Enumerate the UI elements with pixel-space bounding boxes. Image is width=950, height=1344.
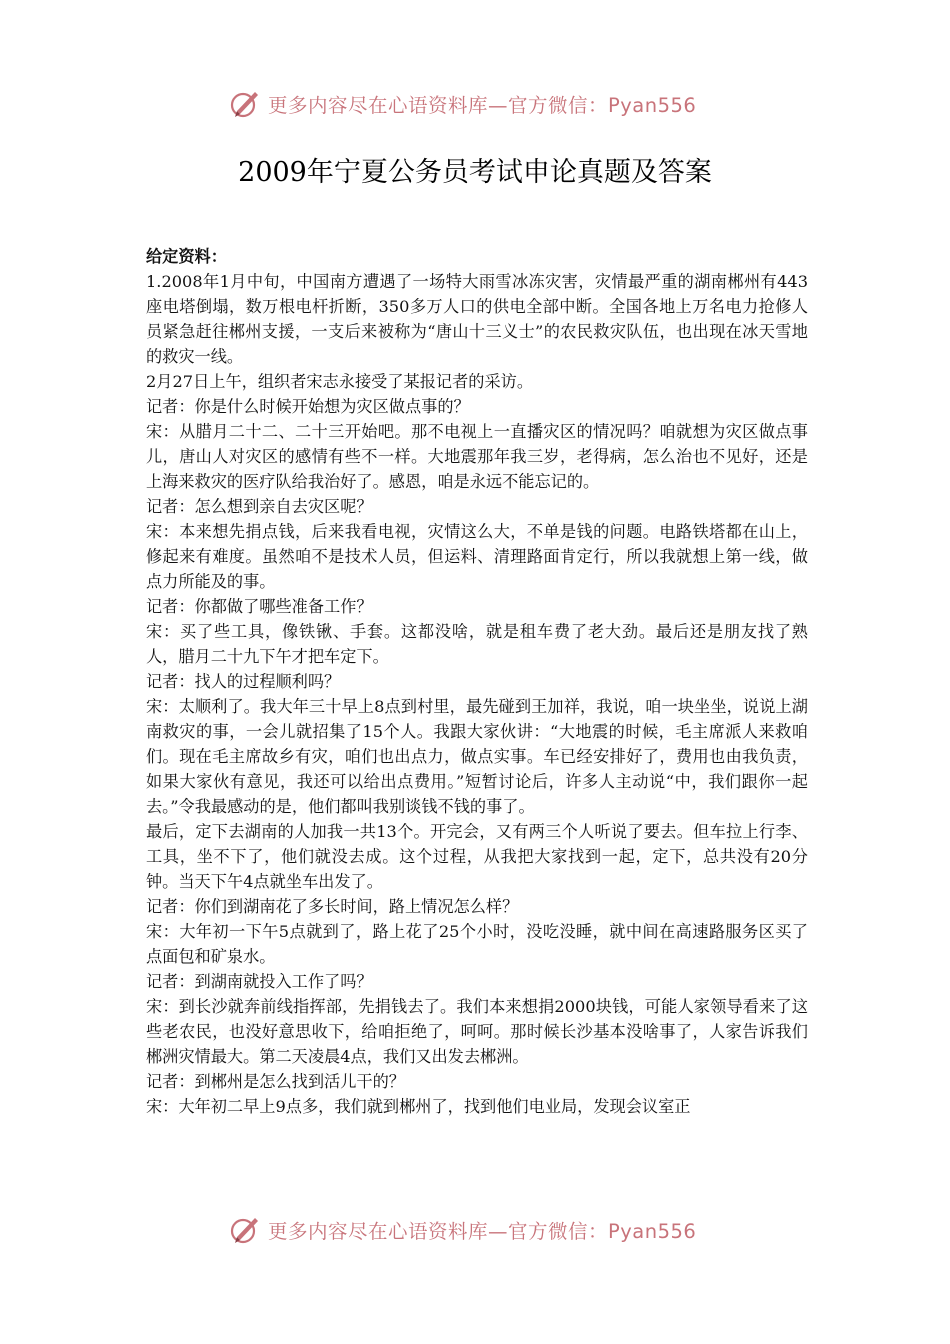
paragraph: 记者：你是什么时候开始想为灾区做点事的？ bbox=[146, 397, 470, 416]
paragraph: 最后，定下去湖南的人加我一共13个。开完会，又有两三个人听说了要去。但车拉上行李、工具，坐不下了，他们就没去成。这个过程，从我把大家找到一起，定下，总共没有20分钟。当天下午4点就坐车出发了。 bbox=[146, 822, 808, 891]
paragraph: 1.2008年1月中旬，中国南方遭遇了一场特大雨雪冰冻灾害，灾情最严重的湖南郴州有443座电塔倒塌，数万根电杆折断，350多万人口的供电全部中断。全国各地上万名电力抢修人员紧急赶往郴州支援，一支后来被称为“唐山十三义士”的农民救灾队伍，也出现在冰天雪地的救灾一线。 bbox=[146, 272, 808, 366]
section-heading: 给定资料： bbox=[146, 247, 227, 266]
paragraph: 宋：从腊月二十二、二十三开始吧。那不电视上一直播灾区的情况吗？咱就想为灾区做点事儿，唐山人对灾区的感情有些不一样。大地震那年我三岁，老得病，怎么治也不见好，还是上海来救灾的医疗队给我治好了。感恩，咱是永远不能忘记的。 bbox=[146, 422, 808, 491]
paragraph: 记者：你们到湖南花了多长时间，路上情况怎么样？ bbox=[146, 897, 519, 916]
paragraph: 宋：到长沙就奔前线指挥部，先捐钱去了。我们本来想捐2000块钱，可能人家领导看来了这些老农民，也没好意思收下，给咱拒绝了，呵呵。那时候长沙基本没啥事了，人家告诉我们郴洲灾情最大。第二天凌晨4点，我们又出发去郴洲。 bbox=[146, 997, 808, 1066]
banner-text: 更多内容尽在心语资料库—官方微信：Pyan556 bbox=[268, 1220, 697, 1243]
page-title: 2009年宁夏公务员考试申论真题及答案 bbox=[238, 157, 712, 188]
paragraph: 宋：大年初一下午5点就到了，路上花了25个小时，没吃没睡，就中间在高速路服务区买了点面包和矿泉水。 bbox=[146, 922, 808, 966]
paragraph: 记者：到湖南就投入工作了吗？ bbox=[146, 972, 373, 991]
paragraph: 2月27日上午，组织者宋志永接受了某报记者的采访。 bbox=[146, 372, 534, 391]
document-body bbox=[146, 244, 808, 1119]
paragraph: 记者：怎么想到亲自去灾区呢？ bbox=[146, 497, 373, 516]
paragraph: 宋：太顺利了。我大年三十早上8点到村里，最先碰到王加祥，我说，咱一块坐坐，说说上湖南救灾的事，一会儿就招集了15个人。我跟大家伙讲：“大地震的时候，毛主席派人来救咱们。现在毛主席故乡有灾，咱们也出点力，做点实事。车已经安排好了，费用也由我负责，如果大家伙有意见，我还可以给出点费用。”短暂讨论后，许多人主动说“中，我们跟你一起去。”令我最感动的是，他们都叫我别谈钱不钱的事了。 bbox=[146, 697, 808, 816]
footer-watermark-banner bbox=[228, 1210, 748, 1250]
pen-logo-icon bbox=[228, 87, 262, 121]
paragraph: 宋：大年初二早上9点多，我们就到郴州了，找到他们电业局，发现会议室正 bbox=[146, 1097, 691, 1116]
paragraph: 记者：找人的过程顺利吗？ bbox=[146, 672, 341, 691]
paragraph: 记者：到郴州是怎么找到活儿干的？ bbox=[146, 1072, 405, 1091]
banner-text: 更多内容尽在心语资料库—官方微信：Pyan556 bbox=[268, 94, 697, 117]
header-watermark-banner bbox=[228, 84, 748, 124]
pen-logo-icon bbox=[228, 1213, 262, 1247]
paragraph: 宋：本来想先捐点钱，后来我看电视，灾情这么大，不单是钱的问题。电路铁塔都在山上，修起来有难度。虽然咱不是技术人员，但运料、清理路面肯定行，所以我就想上第一线，做点力所能及的事。 bbox=[146, 522, 808, 591]
paragraph: 记者：你都做了哪些准备工作？ bbox=[146, 597, 373, 616]
paragraph: 宋：买了些工具，像铁锹、手套。这都没啥，就是租车费了老大劲。最后还是朋友找了熟人，腊月二十九下午才把车定下。 bbox=[146, 622, 808, 666]
